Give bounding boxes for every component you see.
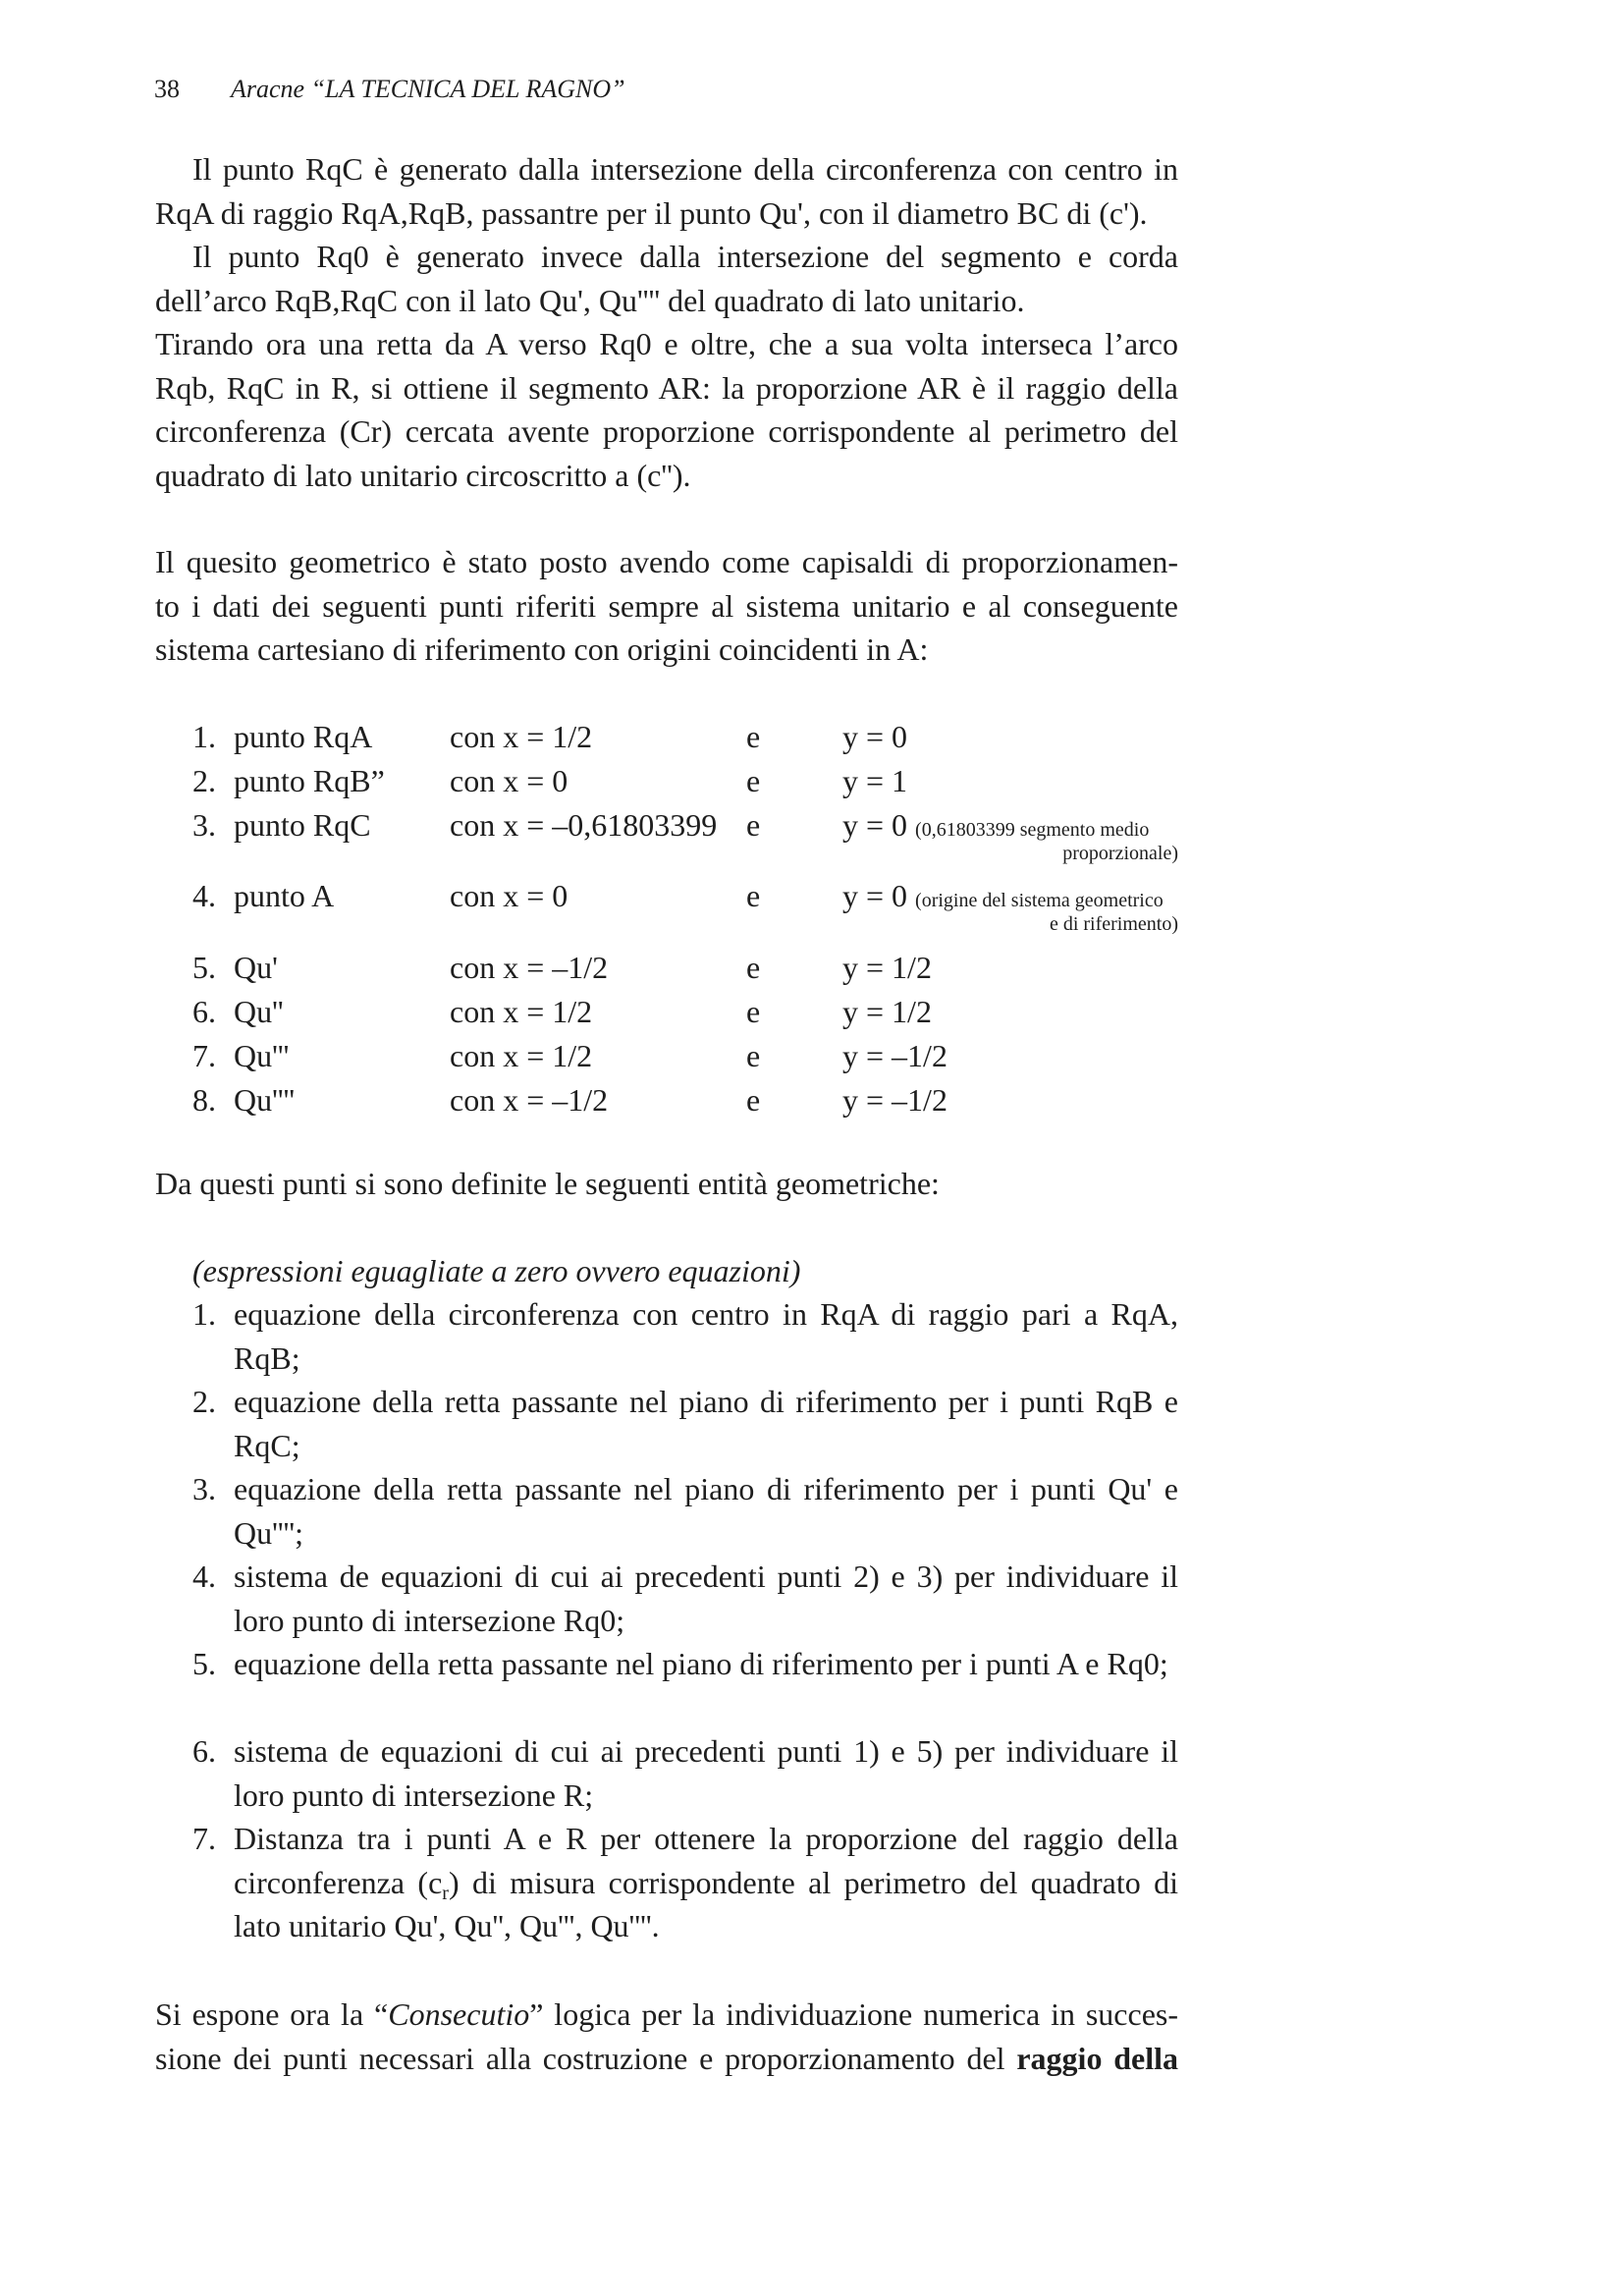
quesito-paragraph [155,540,1178,672]
point-conj: e [746,1038,761,1073]
paragraph-line: Il punto Rq0 è generato invece dalla intersezione del segmento e corda [192,239,1178,274]
point-x: con x = 1/2 [450,994,593,1029]
text-part: Si espone ora la “ [155,1996,389,2032]
paragraph-line: circonferenza (Cr) cercata avente proporzione corrispondente al perimetro del [155,413,1178,449]
item-text-part: Distanza tra i punti A e R per ottenere la proporzione del raggio della circonferenza (c [234,1821,1178,1900]
paragraph-line: Rqb, RqC in R, si ottiene il segmento AR: la proporzione AR è il raggio della [155,369,1178,406]
point-number: 2. [192,763,216,798]
point-name: Qu''' [234,1038,290,1073]
closing-paragraph [155,1993,1178,2080]
point-y: y = –1/2 [842,1082,947,1118]
page-number: 38 [154,75,180,103]
point-number: 3. [192,807,216,843]
point-x: con x = 0 [450,763,568,798]
point-name: punto A [234,878,335,913]
point-number: 5. [192,950,216,985]
point-note: (origine del sistema geometrico [915,890,1164,911]
item-text-part: ) di misura corrispondente al perimetro del quadrato di lato unitario Qu', Qu'', Qu''', Qu''''. [234,1864,1179,1943]
paragraph-line: sistema cartesiano di riferimento con origini coincidenti in A: [155,631,929,667]
item-text: sistema de equazioni di cui ai precedenti punti 2) e 3) per individuare il loro punto di intersezione Rq0; [234,1558,1178,1638]
point-x: con x = 1/2 [450,1038,593,1073]
point-conj: e [746,950,761,985]
item-text: sistema de equazioni di cui ai precedenti punti 1) e 5) per individuare il loro punto di intersezione R; [234,1733,1178,1813]
item-number: 2. [192,1384,216,1419]
equations-caption [192,1249,1178,1293]
text-italic: Consecutio [388,1996,530,2032]
paragraph-line [155,1993,1178,2037]
item-text: equazione della circonferenza con centro in RqA di raggio pari a RqA, RqB; [234,1296,1178,1376]
running-header [154,75,625,104]
equation-item [192,1555,1178,1642]
point-x: con x = –0,61803399 [450,807,718,843]
paragraph-line: quadrato di lato unitario circoscritto a (c''). [155,457,691,493]
paragraph-line: Tirando ora una retta da A verso Rq0 e oltre, che a sua volta interseca l’arco [155,326,1178,361]
point-y: y = 1/2 [842,994,932,1029]
caption-text: (espressioni eguagliate a zero ovvero equazioni) [192,1253,801,1288]
equation-item [192,1642,1178,1686]
point-note: (0,61803399 segmento medio [915,819,1150,841]
point-conj: e [746,994,761,1029]
item-text: equazione della retta passante nel piano di riferimento per i punti RqB e RqC; [234,1384,1178,1463]
equation-item [192,1729,1178,1817]
item-number: 1. [192,1296,216,1332]
point-name: punto RqA [234,719,373,754]
item-text: equazione della retta passante nel piano di riferimento per i punti Qu' e Qu''''; [234,1471,1178,1551]
item-number: 6. [192,1733,216,1769]
item-number: 5. [192,1646,216,1681]
equation-item [192,1380,1178,1467]
point-name: Qu'''' [234,1082,296,1118]
paragraph-line: Il punto RqC è generato dalla intersezione della circonferenza con centro in [192,151,1178,187]
point-note-continued: proporzionale) [1062,843,1178,864]
paragraph-line: RqA di raggio RqA,RqB, passantre per il punto Qu', con il diametro BC di (c'). [155,194,1148,231]
point-x: con x = –1/2 [450,950,609,985]
point-conj: e [746,719,761,754]
point-x: con x = 1/2 [450,719,593,754]
paragraph-line: Il quesito geometrico è stato posto avendo come capisaldi di proporzionamen- [155,544,1178,579]
equation-item [192,1292,1178,1380]
point-number: 1. [192,719,216,754]
point-x: con x = 0 [450,878,568,913]
point-conj: e [746,763,761,798]
item-text [234,1817,1178,1948]
text-part: ” logica per la individuazione numerica in succes- [529,1996,1179,2032]
point-x: con x = –1/2 [450,1082,609,1118]
item-number: 3. [192,1471,216,1506]
paragraph-line [155,2037,1178,2081]
point-y: y = 0 [842,719,908,754]
point-note-continued: e di riferimento) [1049,913,1178,935]
entities-intro: Da questi punti si sono definite le seguenti entità geometriche: [155,1166,940,1201]
running-title: Aracne “LA TECNICA DEL RAGNO” [231,75,625,103]
point-y-value: y = 0 [842,878,908,913]
paragraph-line: to i dati dei seguenti punti riferiti sempre al sistema unitario e al conseguente [155,587,1178,624]
paragraph-line: dell’arco RqB,RqC con il lato Qu', Qu'''' del quadrato di lato unitario. [155,282,1025,318]
equation-item [192,1817,1178,1948]
point-number: 6. [192,994,216,1029]
item-subscript: r [442,1882,449,1904]
text-part: sione dei punti necessari alla costruzione e proporzionamento del [155,2040,1017,2076]
item-text: equazione della retta passante nel piano di riferimento per i punti A e Rq0; [234,1646,1168,1681]
point-name: Qu'' [234,994,284,1029]
item-number: 7. [192,1821,216,1856]
point-name: punto RqB” [234,763,385,798]
text-bold: raggio della [1016,2040,1179,2076]
point-y-value: y = 0 [842,807,908,843]
point-number: 8. [192,1082,216,1118]
point-conj: e [746,1082,761,1118]
point-y: y = 1 [842,763,908,798]
point-number: 7. [192,1038,216,1073]
point-name: Qu' [234,950,278,985]
intro-section [155,147,1178,497]
point-conj: e [746,878,761,913]
point-number: 4. [192,878,216,913]
item-number: 4. [192,1558,216,1594]
point-conj: e [746,807,761,843]
point-y: y = –1/2 [842,1038,947,1073]
equation-item [192,1467,1178,1555]
point-y: y = 1/2 [842,950,932,985]
point-name: punto RqC [234,807,371,843]
